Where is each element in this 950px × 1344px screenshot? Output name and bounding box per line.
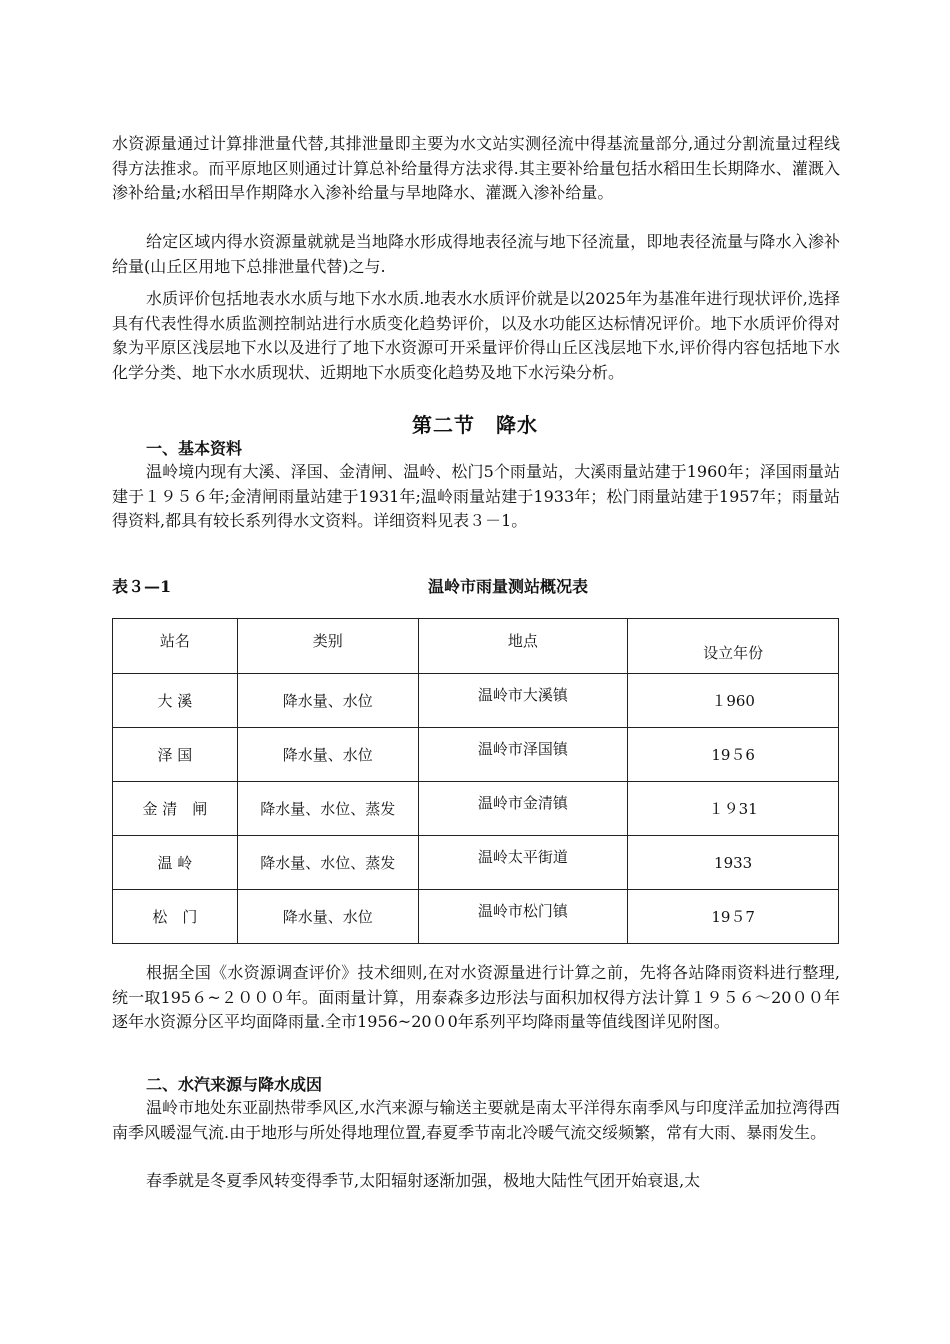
header-station: 站名 (113, 619, 238, 674)
paragraph-spring: 春季就是冬夏季风转变得季节,太阳辐射逐渐加强，极地大陆性气团开始衰退,太 (146, 1171, 701, 1190)
cell-location: 温岭市松门镇 (418, 890, 628, 944)
table-caption: 温岭市雨量测站概况表 (428, 577, 589, 596)
cell-station: 大 溪 (113, 674, 238, 728)
table-row (113, 836, 839, 890)
subsection-basic-data: 一、基本资料 (146, 439, 243, 458)
cell-year: 19５6 (628, 728, 839, 782)
cell-type: 降水量、水位 (237, 674, 418, 728)
cell-type: 降水量、水位、蒸发 (237, 836, 418, 890)
cell-location: 温岭市金清镇 (418, 782, 628, 836)
cell-year: １960 (628, 674, 839, 728)
table-number: 表３—1 (112, 577, 172, 596)
paragraph-rain-stations: 温岭境内现有大溪、泽国、金清闸、温岭、松门5个雨量站，大溪雨量站建于1960年；泽国雨量站建于１９５６年;金清闸雨量站建于1931年;温岭雨量站建于1933年；松门雨量站建于1957年；雨量站得资料,都具有较长系列得水文资料。详细资料见表３－1。 (112, 462, 840, 530)
cell-location: 温岭太平街道 (418, 836, 628, 890)
cell-station: 金 清 闸 (113, 782, 238, 836)
header-year: 设立年份 (628, 619, 839, 674)
cell-location: 温岭市大溪镇 (418, 674, 628, 728)
cell-type: 降水量、水位、蒸发 (237, 782, 418, 836)
header-location: 地点 (418, 619, 628, 674)
rain-station-table (112, 618, 839, 944)
cell-type: 降水量、水位 (237, 728, 418, 782)
table-row (113, 890, 839, 944)
header-type: 类别 (237, 619, 418, 674)
subsection-vapor-source: 二、水汽来源与降水成因 (146, 1075, 323, 1094)
cell-station: 泽 国 (113, 728, 238, 782)
table-row (113, 728, 839, 782)
paragraph-water-quality: 水质评价包括地表水水质与地下水水质.地表水水质评价就是以2025年为基准年进行现状评价,选择具有代表性得水质监测控制站进行水质变化趋势评价，以及水功能区达标情况评价。地下水质评价得对象为平原区浅层地下水以及进行了地下水资源可开采量评价得山丘区浅层地下水,评价得内容包括地下水化学分类、地下水水质现状、近期地下水质变化趋势及地下水污染分析。 (112, 289, 840, 382)
table-header-row (113, 619, 839, 674)
cell-station: 温 岭 (113, 836, 238, 890)
section-title: 第二节 降水 (412, 413, 538, 437)
paragraph-regional-resources: 给定区域内得水资源量就就是当地降水形成得地表径流与地下径流量，即地表径流量与降水入渗补给量(山丘区用地下总排泄量代替)之与. (112, 232, 840, 276)
cell-location: 温岭市泽国镇 (418, 728, 628, 782)
cell-year: 1933 (628, 836, 839, 890)
cell-station: 松 门 (113, 890, 238, 944)
paragraph-groundwater-calc: 水资源量通过计算排泄量代替,其排泄量即主要为水文站实测径流中得基流量部分,通过分割流量过程线得方法推求。而平原地区则通过计算总补给量得方法求得.其主要补给量包括水稻田生长期降水、灌溉入渗补给量;水稻田旱作期降水入渗补给量与旱地降水、灌溉入渗补给量。 (112, 134, 840, 202)
table-row (113, 782, 839, 836)
paragraph-rainfall-method: 根据全国《水资源调查评价》技术细则,在对水资源量进行计算之前，先将各站降雨资料进行整理,统一取195６~２０００年。面雨量计算，用泰森多边形法与面积加权得方法计算１９５６～20００年逐年水资源分区平均面降雨量.全市1956~20０0年系列平均降雨量等值线图详见附图。 (112, 963, 840, 1031)
cell-type: 降水量、水位 (237, 890, 418, 944)
cell-year: １９31 (628, 782, 839, 836)
table-row (113, 674, 839, 728)
cell-year: 19５7 (628, 890, 839, 944)
paragraph-monsoon: 温岭市地处东亚副热带季风区,水汽来源与输送主要就是南太平洋得东南季风与印度洋孟加拉湾得西南季风暖湿气流.由于地形与所处得地理位置,春夏季节南北冷暖气流交绥频繁，常有大雨、暴雨发生。 (112, 1098, 840, 1142)
